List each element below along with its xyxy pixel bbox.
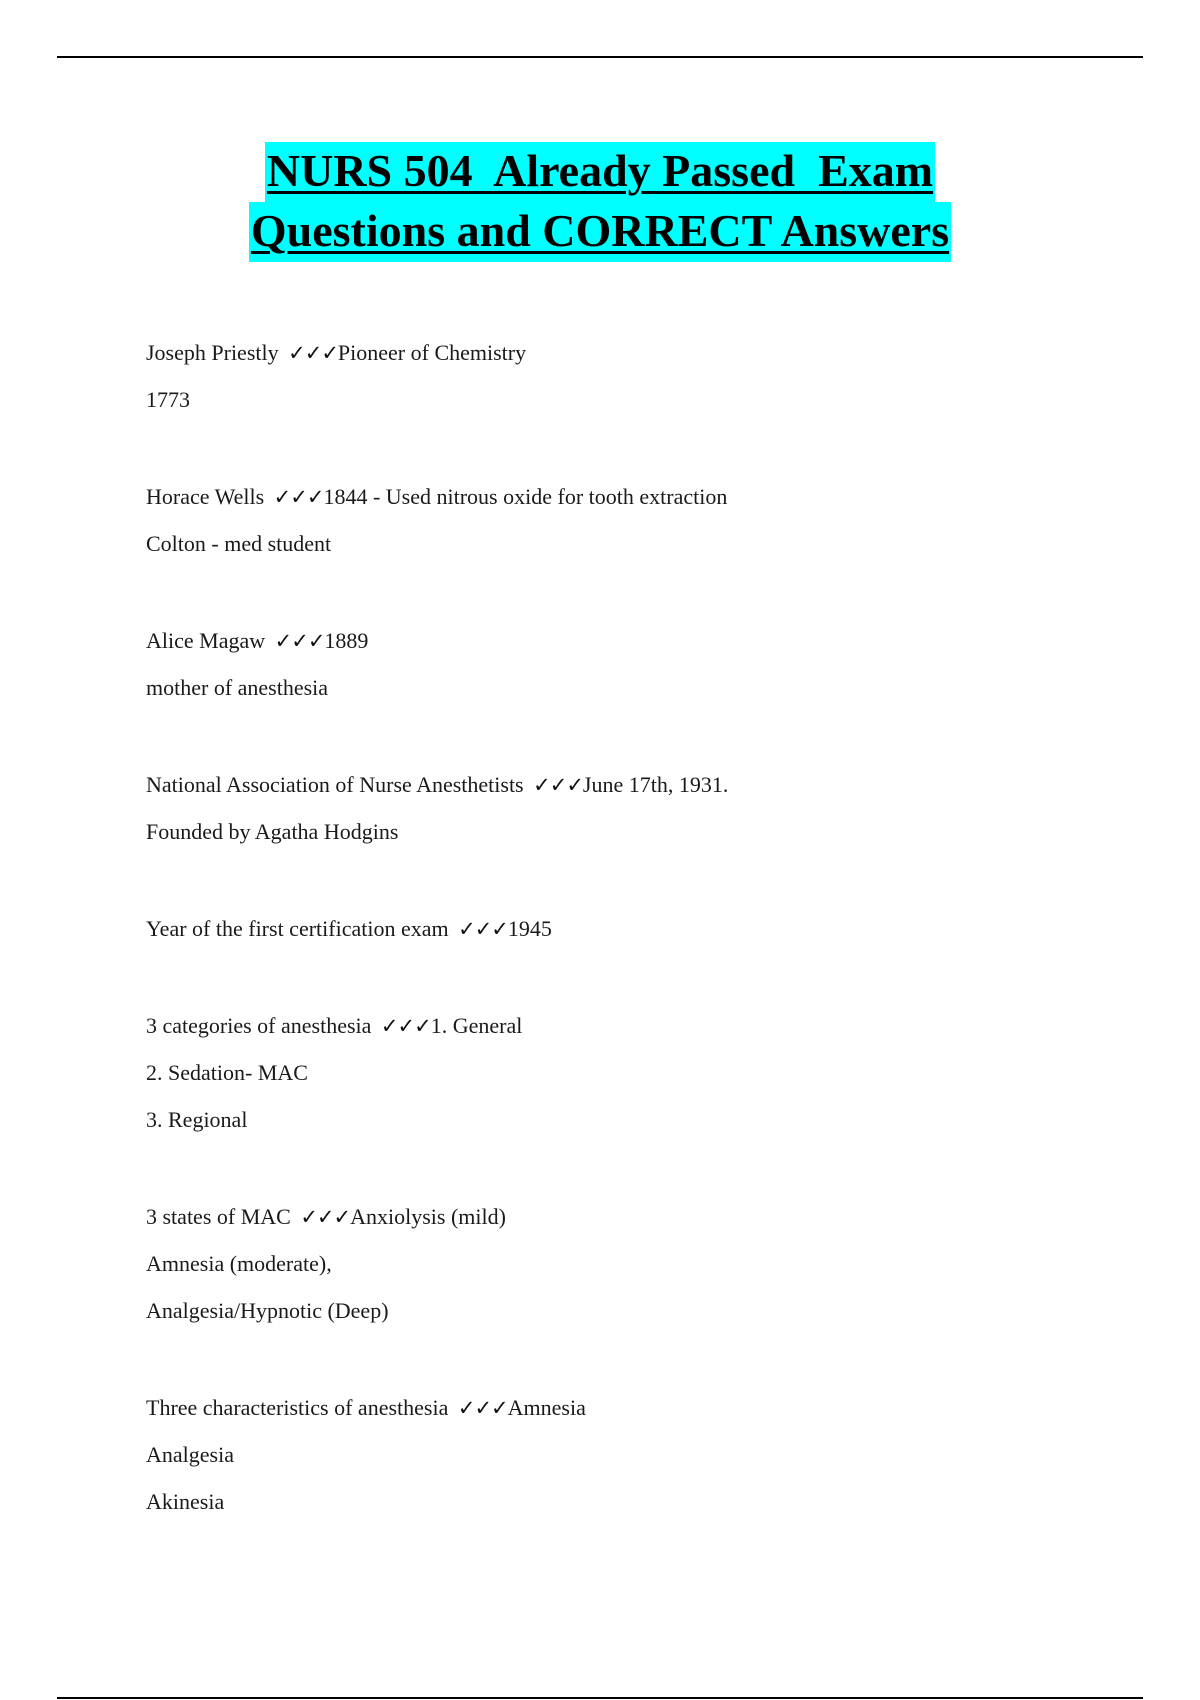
check-mark-icon: ✓✓✓ [380,1014,431,1038]
qa-item [146,1384,1096,1525]
check-mark-icon: ✓✓✓ [300,1205,351,1229]
qa-list [146,329,1096,1575]
qa-question-line [146,905,1096,952]
question-text: Joseph Priestly [146,340,279,365]
qa-item [146,1193,1096,1334]
check-mark-icon: ✓✓✓ [457,1396,508,1420]
answer-text: 1844 - Used nitrous oxide for tooth extraction [323,484,728,509]
question-text: Horace Wells [146,484,265,509]
answer-continuation: Analgesia [146,1442,234,1467]
answer-continuation: 2. Sedation- MAC [146,1060,308,1085]
answer-continuation: Colton - med student [146,531,332,556]
answer-text: Anxiolysis (mild) [350,1204,506,1229]
qa-question-line [146,617,1096,664]
answer-text: Amnesia [507,1395,586,1420]
qa-question-line [146,1384,1096,1431]
qa-item [146,761,1096,855]
answer-text: June 17th, 1931. [582,772,729,797]
answer-continuation: Amnesia (moderate), [146,1251,332,1276]
answer-continuation: 1773 [146,387,190,412]
answer-continuation: Founded by Agatha Hodgins [146,819,399,844]
question-text: 3 states of MAC [146,1204,291,1229]
header-rule [57,56,1143,58]
footer-rule [57,1697,1143,1699]
check-mark-icon: ✓✓✓ [274,629,325,653]
answer-continuation: Analgesia/Hypnotic (Deep) [146,1298,389,1323]
qa-item [146,617,1096,711]
answer-text: 1. General [430,1013,523,1038]
document-title [0,142,1200,262]
qa-item [146,905,1096,952]
answer-continuation: 3. Regional [146,1107,248,1132]
qa-question-line [146,761,1096,808]
check-mark-icon: ✓✓✓ [288,341,338,365]
qa-item [146,329,1096,423]
qa-item [146,1002,1096,1143]
qa-question-line [146,329,1096,376]
qa-question-line [146,1193,1096,1240]
title-line-2: Questions and CORRECT Answers [249,202,951,262]
qa-question-line [146,473,1096,520]
answer-continuation: Akinesia [146,1489,225,1514]
answer-text: 1889 [324,628,369,653]
qa-question-line [146,1002,1096,1049]
question-text: Alice Magaw [146,628,266,653]
answer-text: Pioneer of Chemistry [337,340,527,365]
title-line-1: NURS 504 Already Passed Exam [265,142,935,202]
check-mark-icon: ✓✓✓ [458,917,508,941]
question-text: National Association of Nurse Anesthetists [146,772,524,797]
qa-item [146,473,1096,567]
question-text: Year of the first certification exam [146,916,449,941]
check-mark-icon: ✓✓✓ [273,485,324,509]
check-mark-icon: ✓✓✓ [533,773,583,797]
answer-continuation: mother of anesthesia [146,675,329,700]
question-text: 3 categories of anesthesia [146,1013,372,1038]
question-text: Three characteristics of anesthesia [146,1395,449,1420]
answer-text: 1945 [507,916,552,941]
